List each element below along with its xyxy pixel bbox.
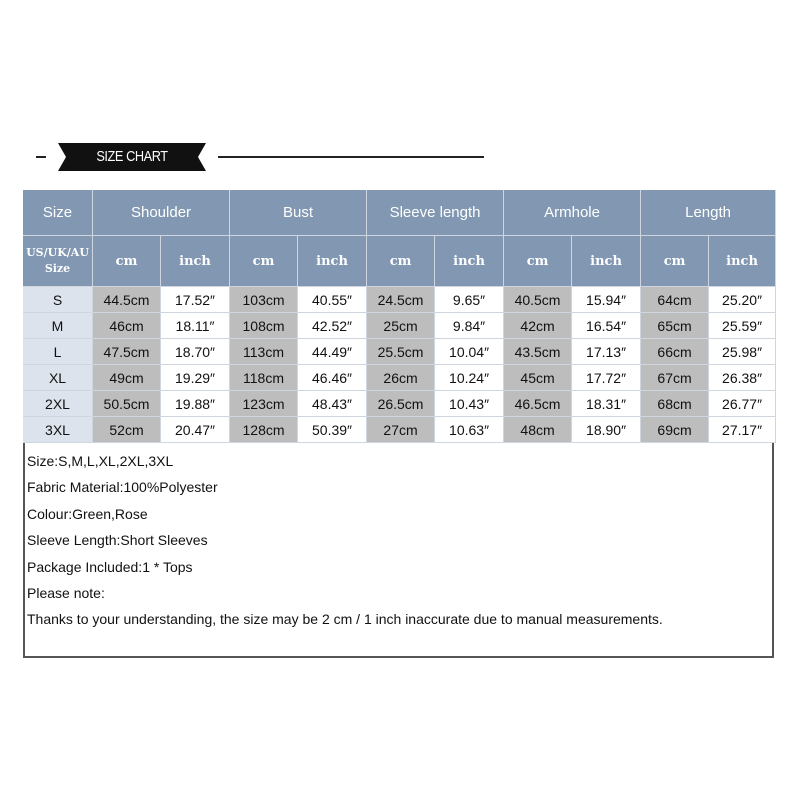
shoulder-cm: 50.5cm <box>93 391 161 417</box>
sleeve-cm: 27cm <box>367 417 435 443</box>
length-cm: 66cm <box>641 339 709 365</box>
size-chart-panel <box>23 190 774 658</box>
size-chart-banner <box>58 143 206 171</box>
unit-cm: cm <box>93 236 161 287</box>
bust-inch: 48.43″ <box>298 391 367 417</box>
note-please-note: Please note: <box>27 584 105 601</box>
sleeve-inch: 10.43″ <box>435 391 504 417</box>
bust-cm: 103cm <box>230 287 298 313</box>
unit-header-row <box>23 236 776 287</box>
unit-inch: inch <box>161 236 230 287</box>
group-header-bust: Bust <box>230 190 367 236</box>
unit-cm: cm <box>504 236 572 287</box>
armhole-inch: 18.31″ <box>572 391 641 417</box>
product-notes <box>27 448 767 633</box>
shoulder-inch: 19.88″ <box>161 391 230 417</box>
size-cell: M <box>23 313 93 339</box>
group-header-size: Size <box>23 190 93 236</box>
group-header-row <box>23 190 776 236</box>
bust-inch: 42.52″ <box>298 313 367 339</box>
length-inch: 25.20″ <box>709 287 776 313</box>
size-region-line1: US/UK/AU <box>26 246 89 259</box>
armhole-inch: 17.13″ <box>572 339 641 365</box>
table-row <box>23 287 776 313</box>
bust-inch: 50.39″ <box>298 417 367 443</box>
length-inch: 26.38″ <box>709 365 776 391</box>
unit-inch: inch <box>709 236 776 287</box>
length-cm: 69cm <box>641 417 709 443</box>
size-chart-header <box>0 140 800 180</box>
shoulder-inch: 17.52″ <box>161 287 230 313</box>
bust-cm: 128cm <box>230 417 298 443</box>
unit-cm: cm <box>641 236 709 287</box>
sleeve-cm: 26.5cm <box>367 391 435 417</box>
note-sizes: Size:S,M,L,XL,2XL,3XL <box>27 453 174 469</box>
armhole-inch: 16.54″ <box>572 313 641 339</box>
group-header-shoulder: Shoulder <box>93 190 230 236</box>
table-row <box>23 313 776 339</box>
length-cm: 67cm <box>641 365 709 391</box>
group-header-length: Length <box>641 190 776 236</box>
header-rule <box>218 156 484 158</box>
armhole-cm: 45cm <box>504 365 572 391</box>
shoulder-inch: 18.70″ <box>161 339 230 365</box>
armhole-inch: 17.72″ <box>572 365 641 391</box>
bust-cm: 123cm <box>230 391 298 417</box>
armhole-cm: 40.5cm <box>504 287 572 313</box>
sleeve-cm: 26cm <box>367 365 435 391</box>
bust-cm: 108cm <box>230 313 298 339</box>
length-inch: 27.17″ <box>709 417 776 443</box>
note-measurement-disclaimer: Thanks to your understanding, the size may be 2 cm / 1 inch inaccurate due to manual measurements. <box>27 611 663 628</box>
size-cell: 2XL <box>23 391 93 417</box>
sleeve-cm: 25.5cm <box>367 339 435 365</box>
length-cm: 68cm <box>641 391 709 417</box>
shoulder-cm: 46cm <box>93 313 161 339</box>
note-sleeve: Sleeve Length:Short Sleeves <box>27 532 208 549</box>
banner-title: SIZE CHART <box>96 148 168 165</box>
size-cell: S <box>23 287 93 313</box>
unit-inch: inch <box>435 236 504 287</box>
sleeve-inch: 10.24″ <box>435 365 504 391</box>
sleeve-inch: 9.65″ <box>435 287 504 313</box>
shoulder-inch: 20.47″ <box>161 417 230 443</box>
note-package: Package Included:1 * Tops <box>27 558 193 575</box>
group-header-sleeve-length: Sleeve length <box>367 190 504 236</box>
bust-cm: 113cm <box>230 339 298 365</box>
bust-cm: 118cm <box>230 365 298 391</box>
size-cell: 3XL <box>23 417 93 443</box>
bust-inch: 44.49″ <box>298 339 367 365</box>
table-row <box>23 417 776 443</box>
length-inch: 26.77″ <box>709 391 776 417</box>
length-cm: 64cm <box>641 287 709 313</box>
table-row <box>23 365 776 391</box>
shoulder-inch: 19.29″ <box>161 365 230 391</box>
table-row <box>23 391 776 417</box>
armhole-cm: 46.5cm <box>504 391 572 417</box>
unit-inch: inch <box>572 236 641 287</box>
unit-cm: cm <box>230 236 298 287</box>
unit-inch: inch <box>298 236 367 287</box>
armhole-inch: 18.90″ <box>572 417 641 443</box>
size-table <box>23 190 776 443</box>
size-region-line2: Size <box>44 262 71 275</box>
length-inch: 25.59″ <box>709 313 776 339</box>
armhole-inch: 15.94″ <box>572 287 641 313</box>
size-cell: XL <box>23 365 93 391</box>
length-cm: 65cm <box>641 313 709 339</box>
sleeve-inch: 10.04″ <box>435 339 504 365</box>
armhole-cm: 42cm <box>504 313 572 339</box>
armhole-cm: 48cm <box>504 417 572 443</box>
size-region-label <box>23 236 93 287</box>
table-row <box>23 339 776 365</box>
shoulder-inch: 18.11″ <box>161 313 230 339</box>
shoulder-cm: 49cm <box>93 365 161 391</box>
bust-inch: 46.46″ <box>298 365 367 391</box>
sleeve-inch: 9.84″ <box>435 313 504 339</box>
bust-inch: 40.55″ <box>298 287 367 313</box>
sleeve-cm: 25cm <box>367 313 435 339</box>
group-header-armhole: Armhole <box>504 190 641 236</box>
header-left-dash <box>36 156 46 158</box>
note-colour: Colour:Green,Rose <box>27 505 148 522</box>
size-cell: L <box>23 339 93 365</box>
sleeve-inch: 10.63″ <box>435 417 504 443</box>
length-inch: 25.98″ <box>709 339 776 365</box>
shoulder-cm: 47.5cm <box>93 339 161 365</box>
shoulder-cm: 52cm <box>93 417 161 443</box>
note-fabric: Fabric Material:100%Polyester <box>27 479 218 496</box>
shoulder-cm: 44.5cm <box>93 287 161 313</box>
armhole-cm: 43.5cm <box>504 339 572 365</box>
unit-cm: cm <box>367 236 435 287</box>
sleeve-cm: 24.5cm <box>367 287 435 313</box>
